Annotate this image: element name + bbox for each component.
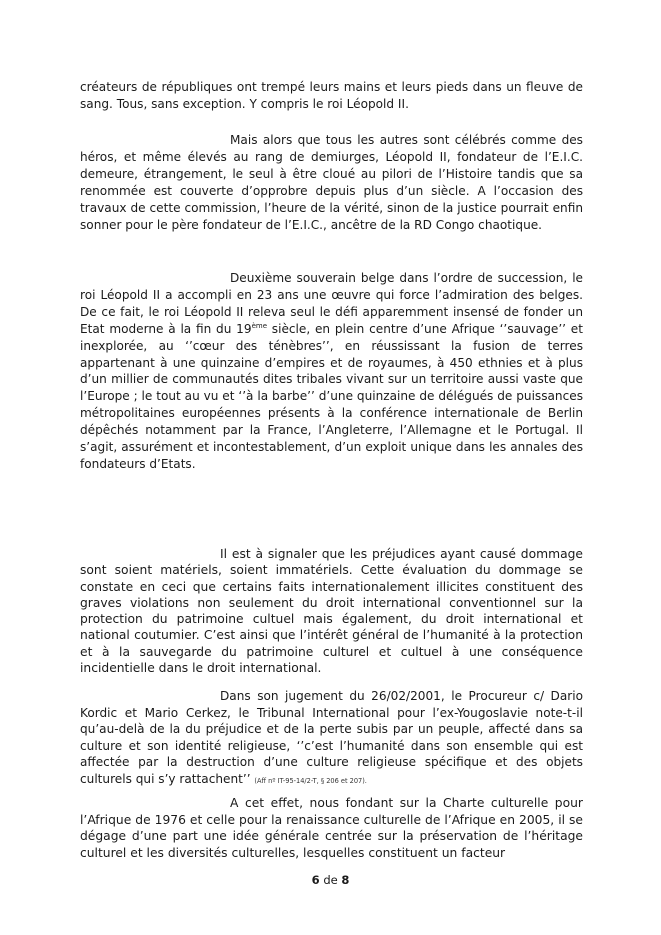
current-page: 6 [311, 873, 320, 887]
paragraph-text: Il est à signaler que les préjudices ayant causé dommage sont soient matériels, soient immatériels. Cette évaluation du dommage se constate en ceci que certains faits internationalement illicites constituent des graves violations non seulement du droit international conventionnel sur la protection du patrimoine cultuel mais également, du droit international et national coutumier. C’est ainsi que l’intérêt général de l’humanité à la protection et à la sauvegarde du patrimoine culturel et cultuel à une conséquence incidentielle dans le droit international. [80, 547, 583, 676]
total-pages: 8 [341, 873, 350, 887]
page-separator: de [323, 873, 338, 887]
paragraph-1 [80, 79, 583, 113]
page-number [0, 873, 661, 887]
paragraph-2 [80, 132, 583, 234]
case-reference: (Aff nº IT-95-14/2-T, § 206 et 207). [254, 776, 367, 785]
paragraph-text: Dans son jugement du 26/02/2001, le Procureur c/ Dario Kordic et Mario Cerkez, le Tribunal International pour l’ex-Yougoslavie note-t-il qu’au-delà de la du préjudice et de la perte subis par un peuple, affecté dans sa culture et son identité religieuse, ‘’c’est l’humanité dans son ensemble qui est affectée par la destruction d’une culture religieuse spécifique et des objets culturels qui s’y rattachent’’ [80, 689, 583, 786]
superscript: ème [251, 321, 267, 330]
paragraph-text-continued: siècle, en plein centre d’une Afrique ‘’sauvage’’ et inexplorée, au ‘’cœur des ténèbres’’, en réussissant la fusion de terres appartenant à une quinzaine d’empires et de royaumes, à 450 ethnies et à plus d’un millier de communautés dites tribales vivant sur un territoire aussi vaste que l’Europe ; le tout au vu et ‘’à la barbe’’ d’une quinzaine de délégués de puissances métropolitaines européennes présents à la conférence internationale de Berlin dépêchés notamment par la France, l’Angleterre, l’Allemagne et le Portugal. Il s’agit, assurément et incontestablement, d’un exploit unique dans les annales des fondateurs d’Etats. [80, 321, 583, 471]
paragraph-5 [80, 688, 583, 790]
paragraph-text: Deuxième souverain belge dans l’ordre de succession, le roi Léopold II a accompli en 23 ans une œuvre qui force l’admiration des belges. De ce fait, le roi Léopold II releva seul le défi apparemment insensé de fonder un Etat moderne à la fin du 19 [80, 271, 583, 336]
paragraph-text: créateurs de républiques ont trempé leurs mains et leurs pieds dans un fleuve de sang. Tous, sans exception. Y compris le roi Léopold II. [80, 80, 583, 111]
paragraph-text: Mais alors que tous les autres sont célébrés comme des héros, et même élevés au rang de demiurges, Léopold II, fondateur de l’E.I.C. demeure, étrangement, le seul à être cloué au pilori de l’Histoire tandis que sa renommée est couverte d’opprobre depuis plus d’un siècle. A l’occasion des travaux de cette commission, l’heure de la vérité, sinon de la justice pourrait enfin sonner pour le père fondateur de l’E.I.C., ancêtre de la RD Congo chaotique. [80, 133, 583, 232]
paragraph-text: A cet effet, nous fondant sur la Charte culturelle pour l’Afrique de 1976 et celle pour la renaissance culturelle de l’Afrique en 2005, il se dégage d’une part une idée générale centrée sur la préservation de l’héritage culturel et les diversités culturelles, lesquelles constituent un facteur [80, 796, 583, 860]
paragraph-4 [80, 546, 583, 676]
paragraph-6 [80, 795, 583, 861]
paragraph-3 [80, 270, 583, 473]
